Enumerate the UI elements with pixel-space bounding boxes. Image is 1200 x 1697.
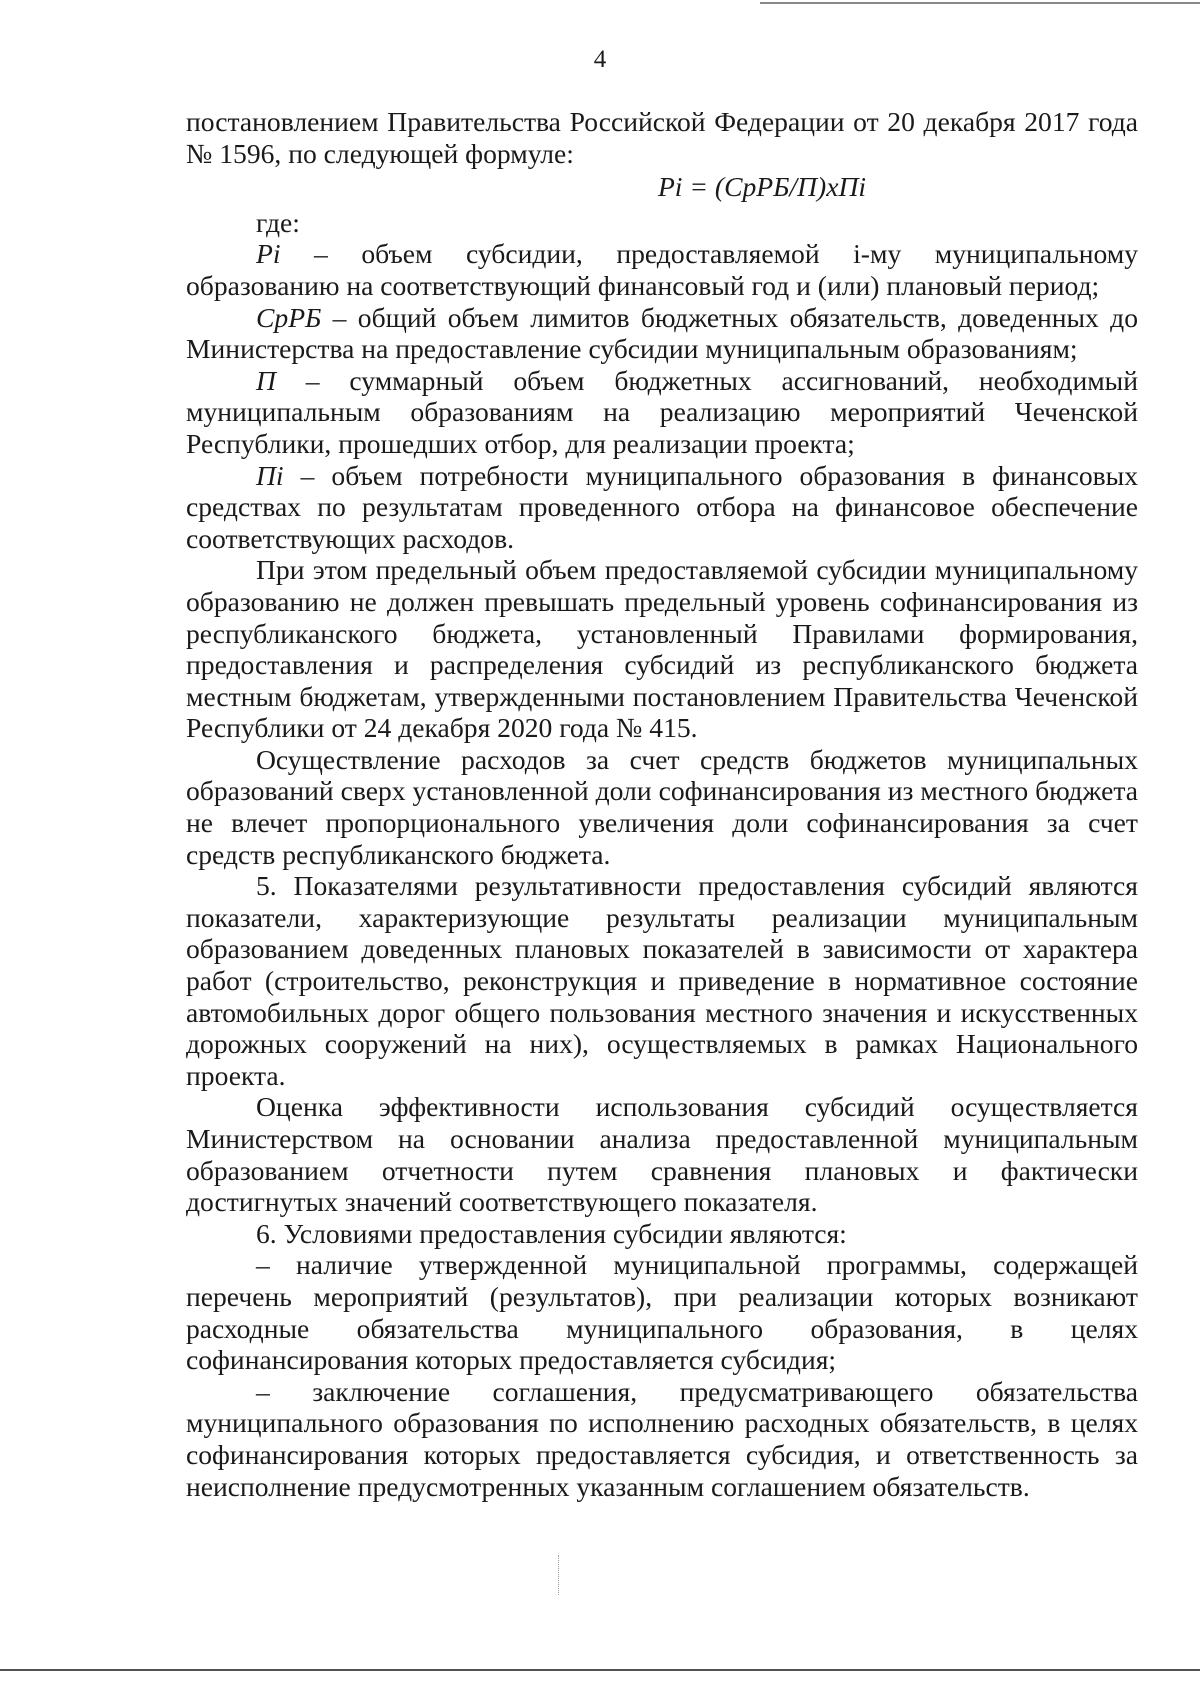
definition-pi-need [186, 460, 1138, 555]
definition-p [186, 365, 1138, 460]
page-number: 4 [593, 46, 607, 73]
scan-artifact [558, 1555, 560, 1595]
definition-text: – объем субсидии, предоставляемой i-му муниципальному образованию на соответствующий финансовый год и (или) плановый период; [186, 238, 1138, 301]
definition-text: – объем потребности муниципального образования в финансовых средствах по результатам проведенного отбора на финансовое обеспечение соответствующих расходов. [186, 459, 1138, 554]
where-label: где: [256, 206, 300, 238]
scan-bottom-edge [0, 1669, 1200, 1671]
definition-symbol: П [256, 364, 276, 396]
definition-symbol: СрРБ [256, 301, 322, 333]
intro-paragraph: постановлением Правительства Российской Федерации от 20 декабря 2017 года № 1596, по следующей формуле: [186, 106, 1138, 169]
paragraph-item-5: 5. Показателями результативности предоставления субсидий являются показатели, характеризующие результаты реализации муниципальным образованием доведенных плановых показателей в зависимости от характера работ (строительство, реконструкция и приведение в нормативное состояние автомобильных дорог общего пользования местного значения и искусственных дорожных сооружений на них), осуществляемых в рамках Национального проекта. [186, 870, 1138, 1091]
definition-text: – суммарный объем бюджетных ассигнований, необходимый муниципальным образованиям на реализацию мероприятий Чеченской Республики, прошедших отбор, для реализации проекта; [186, 364, 1138, 459]
paragraph-cofinancing: Осуществление расходов за счет средств бюджетов муниципальных образований сверх установленной доли софинансирования из местного бюджета не влечет пропорционального увеличения доли софинансирования за счет средств республиканского бюджета. [186, 743, 1138, 870]
formula: Pi = (СрРБ/П)хПi [657, 171, 867, 203]
paragraph-evaluation: Оценка эффективности использования субсидий осуществляется Министерством на основании анализа предоставленной муниципальным образованием отчетности путем сравнения плановых и фактически достигнутых значений соответствующего показателя. [186, 1091, 1138, 1218]
condition-agreement: – заключение соглашения, предусматривающего обязательства муниципального образования по исполнению расходных обязательств, в целях софинансирования которых предоставляется субсидия, и ответственность за неисполнение предусмотренных указанным соглашением обязательств. [186, 1375, 1138, 1502]
definition-srrb [186, 302, 1138, 365]
definition-symbol: Pi [256, 238, 281, 270]
definition-symbol: Пi [256, 459, 284, 491]
definition-pi [186, 238, 1138, 301]
document-body [186, 106, 1138, 1502]
definition-text: – общий объем лимитов бюджетных обязательств, доведенных до Министерства на предоставление субсидии муниципальным образованиям; [186, 301, 1138, 365]
paragraph-limit: При этом предельный объем предоставляемой субсидии муниципальному образованию не должен превышать предельный уровень софинансирования из республиканского бюджета, установленный Правилами формирования, предоставления и распределения субсидий из республиканского бюджета местным бюджетам, утвержденными постановлением Правительства Чеченской Республики от 24 декабря 2020 года № 415. [186, 554, 1138, 744]
paragraph-item-6: 6. Условиями предоставления субсидии являются: [256, 1217, 847, 1249]
scan-edge-line [760, 2, 1200, 4]
condition-program: – наличие утвержденной муниципальной программы, содержащей перечень мероприятий (результатов), при реализации которых возникают расходные обязательства муниципального образования, в целях софинансирования которых предоставляется субсидия; [186, 1249, 1138, 1376]
